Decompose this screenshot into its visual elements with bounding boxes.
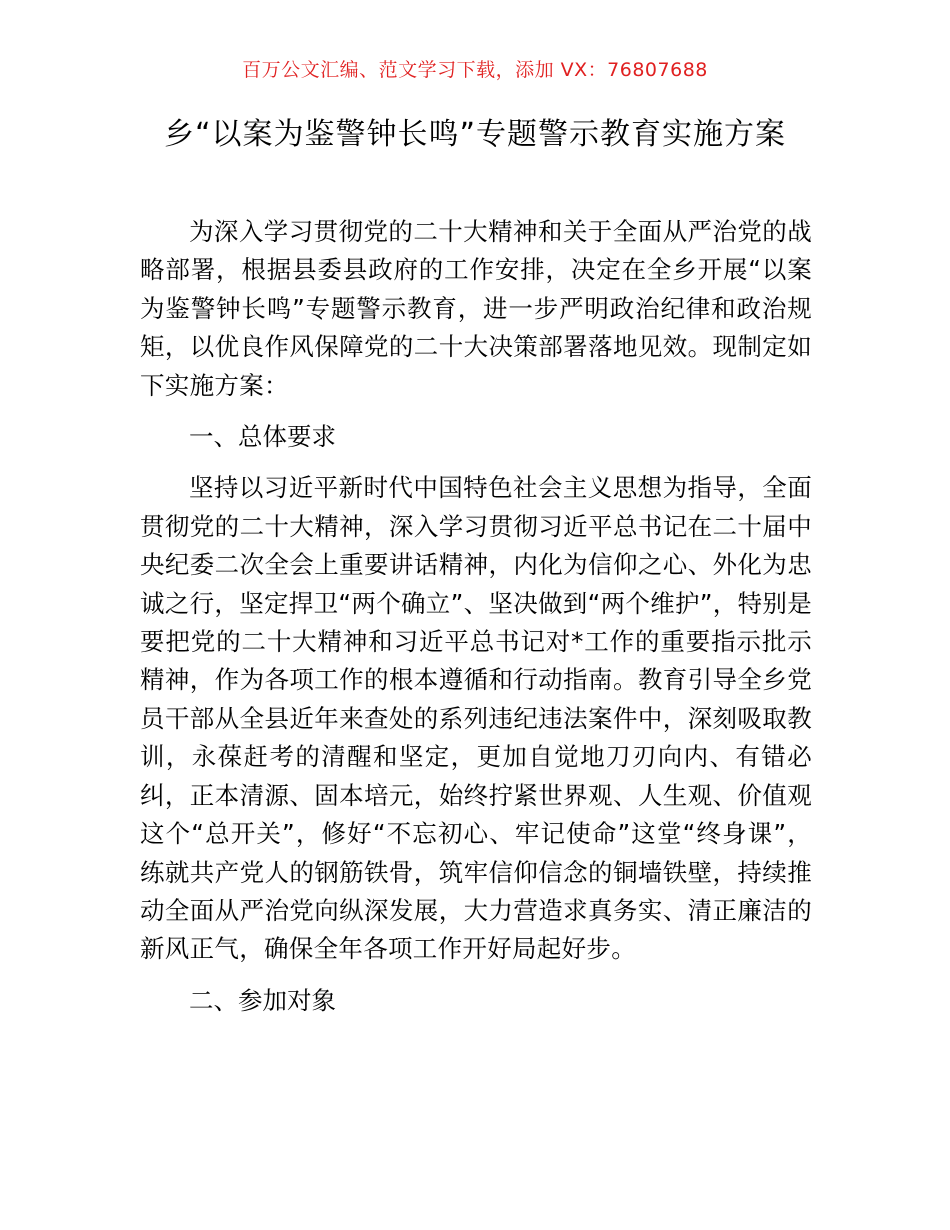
section-heading-participants: 二、参加对象: [189, 985, 336, 1015]
document-title: 乡“以案为鉴警钟长鸣”专题警示教育实施方案: [163, 117, 787, 152]
intro-paragraph: 为深入学习贯彻党的二十大精神和关于全面从严治党的战略部署，根据县委县政府的工作安排，决定在全乡开展“以案为鉴警钟长鸣”专题警示教育，进一步严明政治纪律和政治规矩，以优良作风保障党的二十大决策部署落地见效。现制定如下实施方案：: [140, 217, 812, 400]
section-heading-general-requirements: 一、总体要求: [189, 422, 336, 452]
general-requirements-paragraph: 坚持以习近平新时代中国特色社会主义思想为指导，全面贯彻党的二十大精神，深入学习贯彻习近平总书记在二十届中央纪委二次全会上重要讲话精神，内化为信仰之心、外化为忠诚之行，坚定捍卫“两个确立”、坚决做到“两个维护”，特别是要把党的二十大精神和习近平总书记对*工作的重要指示批示精神，作为各项工作的根本遵循和行动指南。教育引导全乡党员干部从全县近年来查处的系列违纪违法案件中，深刻吸取教训，永葆赶考的清醒和坚定，更加自觉地刀刃向内、有错必纠，正本清源、固本培元，始终拧紧世界观、人生观、价值观这个“总开关”，修好“不忘初心、牢记使命”这堂“终身课”，练就共产党人的钢筋铁骨，筑牢信仰信念的铜墙铁壁，持续推动全面从严治党向纵深发展，大力营造求真务实、清正廉洁的新风正气，确保全年各项工作开好局起好步。: [140, 473, 812, 964]
watermark-banner: 百万公文汇编、范文学习下载，添加 VX：76807688: [242, 59, 708, 81]
document-body: [140, 213, 812, 1020]
